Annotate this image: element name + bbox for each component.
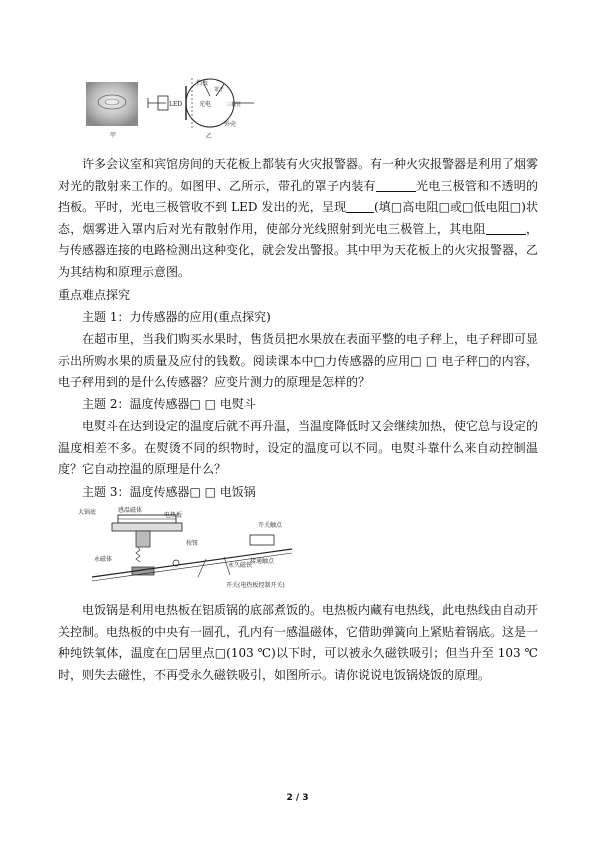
fig2-label-plate: 电热板 [164,512,183,519]
topic2-heading: 主题 2：温度传感器□ □ 电熨斗 [82,397,256,411]
figure-label-shell: 外壳 [224,121,237,128]
fig2-label-perm: 永久磁铁 [228,562,253,569]
answer-blank-2 [346,200,374,213]
sensing-magnet [136,531,150,547]
figure-label-transistor: 三极管 [226,102,242,108]
answer-blank-3 [486,222,526,235]
answer-blank-1 [376,179,416,192]
intro-text-3: (填□高电阻□或□低电阻□)状态，烟雾进入罩内后对光有散射作用，使部分光线照射到光电三极管上，其电阻 [58,200,538,236]
page-number: 2 / 3 [286,793,309,803]
topic3-body: 电饭锅是利用电热板在铝质锅的底部煮饭的。电热板内藏有电热线，此电热线由自动开关控制。电热板的中央有一圆孔，孔内有一感温磁体，它借助弹簧向上紧贴着锅底。这是一种纯铁氧体，温度在□居里点□(103 ℃)以下时，可以被永久磁铁吸引；但当升至 103 ℃时，则失去磁性，不再受永久磁铁吸引，如图所示。请你说说电饭锅烧饭的原理。 [58,603,539,682]
intro-text-1: 许多会议室和宾馆房间的天花板上都装有火灾报警器。有一种火灾报警器是利用了烟雾对光的散射来工作的。如图甲、乙所示，带孔的罩子内装有 [58,157,539,193]
topic2-body: 电熨斗在达到设定的温度后就不再升温，当温度降低时又会继续加热，使它总与设定的温度相差不多。在熨烫不同的织物时，设定的温度可以不同。电熨斗靠什么来自动控制温度？它自动控温的原理是什么？ [58,419,539,477]
rice-cooker-figure [78,505,318,591]
fig2-label-contact: 开关触点 [258,522,283,529]
fig2-label-button: 按钮 [186,540,199,547]
smoke-alarm-figure [86,76,296,140]
switch-contact [250,535,274,545]
figure-label-jia: 甲 [110,132,117,139]
topic3-heading: 主题 3：温度传感器□ □ 电饭锅 [82,485,256,499]
figure-label-led: LED [169,101,183,108]
fig2-label-sensor: 感温磁体 [118,507,143,514]
figure-label-yi: 乙 [206,133,213,140]
intro-paragraph [58,154,538,284]
topic1-heading: 主题 1：力传感器的应用(重点探究) [82,310,271,324]
fig2-label-connect: 接通触点 [250,558,275,565]
intro-text-2: 光电三极管和不透明的挡板。平时，光电三极管收不到 LED 发出的光，呈现 [58,178,538,215]
figure-label-cover: 罩子 [214,87,225,93]
fig2-label-pot: 大锅底 [78,509,97,516]
intro-text-4: ，与传感器连接的电路检测出这种变化，就会发出警报。其中甲为天花板上的火灾报警器，乙为其结构和原理示意图。 [58,221,539,279]
smoke-alarm-photo [86,82,138,126]
figure-label-baffle: 挡板 [196,80,209,87]
figure-label-photo: 光电 [199,101,212,108]
section-title: 重点难点探究 [58,288,131,302]
fig2-label-magnet: 永磁体 [94,556,113,563]
topic1-body: 在超市里，当我们购买水果时，售货员把水果放在表面平整的电子秤上，电子秤即可显示出所购水果的质量及应付的钱数。阅读课本中□力传感器的应用□ □ 电子秤□的内容，电子秤用到的是什么传感器？应变片测力的原理是怎样的？ [58,332,539,390]
heating-plate [112,523,182,531]
fig2-label-switch: 开关(电热板控制开关) [226,582,285,589]
